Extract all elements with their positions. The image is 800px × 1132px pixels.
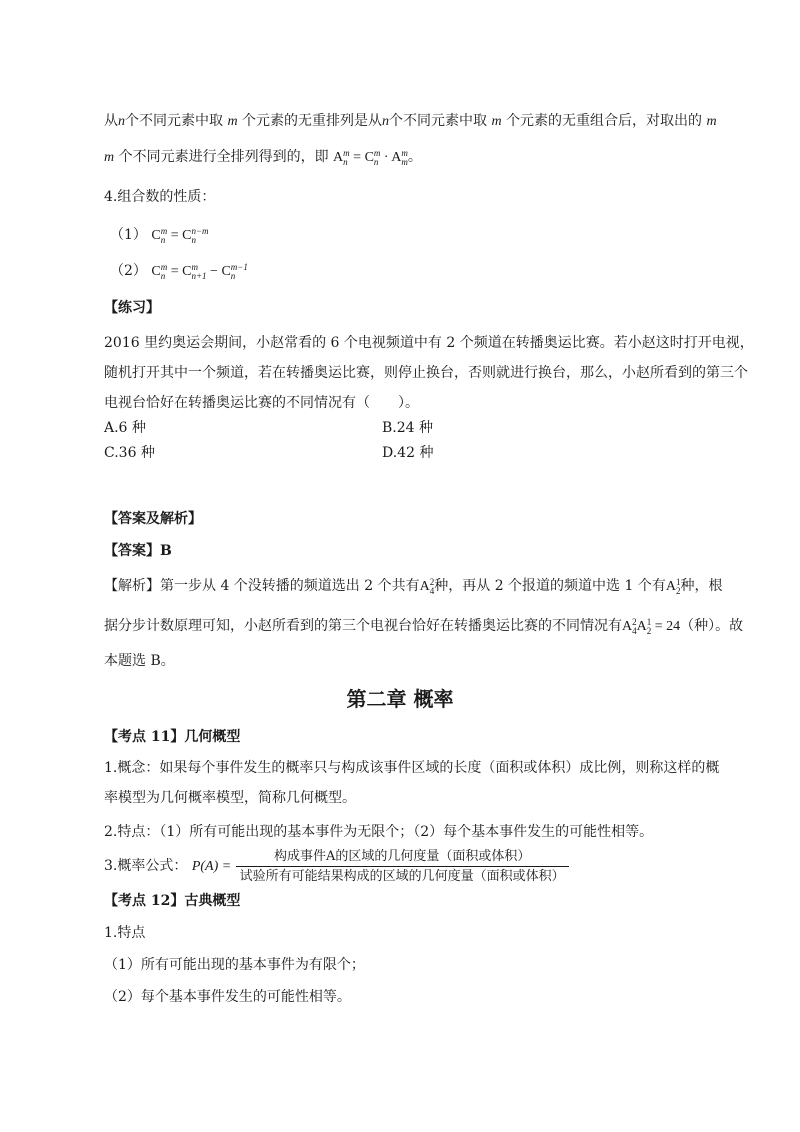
perm-line-1	[104, 111, 717, 132]
var-m: m	[491, 114, 502, 129]
answer-label: 【答案】B	[104, 543, 172, 559]
var-n: n	[382, 114, 390, 129]
text: 个不同元素进行全排列得到的，即	[118, 149, 329, 165]
formula-lhs: P(A) =	[191, 859, 232, 874]
question-line-1: 2016 里约奥运会期间，小赵常看的 6 个电视频道中有 2 个频道在转播奥运比赛。若小赵这时打开电视，	[104, 335, 754, 351]
explanation-line-2: 据分步计数原理可知，小赵所看到的第三个电视台恰好在转播奥运比赛的不同情况有A 2 4 A 1 2 = 24（种）。故	[104, 616, 744, 636]
text: 个不同元素中取	[389, 113, 488, 129]
kd12-label: 【考点 12】古典概型	[104, 893, 241, 909]
exercise-label: 【练习】	[104, 300, 160, 316]
question-line-2: 随机打开其中一个频道，若在转播奥运比赛，则停止换台，否则就进行换台，那么，小赵所看到的第三个	[104, 365, 748, 381]
kd12-feature-2: （2）每个基本事件发生的可能性相等。	[104, 989, 351, 1005]
kd12-feature-heading: 1.特点	[104, 925, 146, 941]
text: 。	[407, 149, 422, 165]
var-m: m	[227, 114, 238, 129]
var-n: n	[118, 114, 125, 129]
prop-1: （1） C m n = C n−m n	[110, 225, 209, 245]
explanation-line-3: 本题选 B。	[104, 653, 175, 669]
text: 个元素的无重组合后，对取出的	[506, 113, 703, 129]
option-a: A.6 种	[104, 420, 146, 436]
kd11-features: 2.特点：（1）所有可能出现的基本事件为无限个；（2）每个基本事件发生的可能性相等。	[104, 824, 654, 840]
perm-line-2	[104, 147, 422, 168]
var-m: m	[104, 150, 115, 165]
text: 从	[104, 113, 118, 129]
formula-a-eq-c-a: A m n = C m n · A m m	[333, 147, 408, 167]
kd11-concept-2: 率模型为几何概率模型，简称几何概型。	[104, 790, 356, 806]
option-b: B.24 种	[382, 420, 434, 436]
option-d: D.42 种	[382, 445, 434, 461]
chapter-title: 第二章 概率	[346, 687, 454, 711]
text: 个元素的无重排列是从	[242, 113, 383, 129]
kd11-concept-1: 1.概念：如果每个事件发生的概率只与构成该事件区域的长度（面积或体积）成比例，则称这样的概	[104, 760, 720, 776]
text: 个不同元素中取	[125, 113, 223, 129]
kd11-formula: 3.概率公式： P(A) = $\frac{\text{构成事件A的区域的几何度量（面积或体积）}}{\text{试验所有可能结果构成的区域的几何度量（面积或体积）}}$	[104, 846, 569, 887]
var-m: m	[706, 114, 717, 129]
option-c: C.36 种	[104, 445, 155, 461]
probability-fraction: $\frac{\text{构成事件A的区域的几何度量（面积或体积）}}{\text{试验所有可能结果构成的区域的几何度量（面积或体积）}}$	[236, 848, 569, 885]
prop-2: （2） C m n = C m n+1 − C m−1 n	[110, 261, 248, 281]
question-line-3: 电视台恰好在转播奥运比赛的不同情况有（ ）。	[104, 395, 419, 411]
kd12-feature-1: （1）所有可能出现的基本事件为有限个；	[104, 957, 365, 973]
explanation-line-1: 【解析】第一步从 4 个没转播的频道选出 2 个共有A 2 4 种，再从 2 个报道的频道中选 1 个有A 1 2 种，根	[104, 576, 723, 596]
kd11-label: 【考点 11】几何概型	[104, 729, 241, 745]
answer-heading: 【答案及解析】	[104, 511, 202, 527]
props-heading: 4.组合数的性质：	[104, 189, 216, 205]
